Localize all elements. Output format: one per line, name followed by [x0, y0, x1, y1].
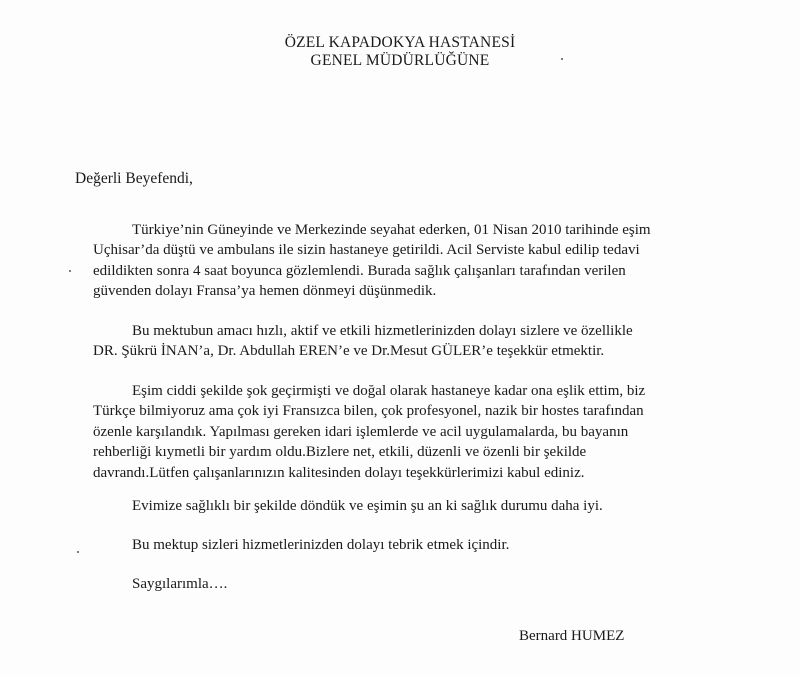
paragraph-line: Evimize sağlıklı bir şekilde döndük ve eşimin şu an ki sağlık durumu daha iyi. — [132, 498, 603, 514]
paragraph-line: Uçhisar’da düştü ve ambulans ile sizin hastaneye getirildi. Acil Serviste kabul edilip tedavi — [93, 242, 640, 259]
header-directorate: GENEL MÜDÜRLÜĞÜNE — [310, 52, 490, 69]
header-hospital-name: ÖZEL KAPADOKYA HASTANESİ — [284, 34, 516, 51]
salutation: Değerli Beyefendi, — [75, 170, 193, 187]
paragraph-line: Bu mektup sizleri hizmetlerinizden dolayı tebrik etmek içindir. — [132, 537, 510, 553]
paragraph-line: Bu mektubun amacı hızlı, aktif ve etkili hizmetlerinizden dolayı sizlere ve özellikle — [132, 323, 633, 339]
paragraph-line: davrandı.Lütfen çalışanlarınızın kalitesinden dolayı teşekkürlerimizi kabul ediniz. — [93, 464, 585, 481]
scan-speck — [561, 58, 563, 60]
paragraph-line: edildikten sonra 4 saat boyunca gözlemlendi. Burada sağlık çalışanları tarafından verilen — [93, 262, 626, 279]
paragraph-line: özenle karşılandık. Yapılması gereken idari işlemlerde ve acil uygulamalarda, bu bayanın — [93, 423, 629, 440]
paragraph-line: Türkiye’nin Güneyinde ve Merkezinde seyahat ederken, 01 Nisan 2010 tarihinde eşim — [132, 222, 651, 238]
paragraph-1 — [93, 220, 733, 302]
paragraph-line: güvenden dolayı Fransa’ya hemen dönmeyi düşünmedik. — [93, 283, 437, 300]
closing-line: Saygılarımla…. — [132, 576, 228, 592]
paragraph-line: rehberliği kıymetli bir yardım oldu.Bizlere net, etkili, düzenli ve özenli bir şekilde — [93, 444, 587, 461]
paragraph-2 — [93, 321, 733, 362]
closing — [93, 574, 733, 594]
paragraph-line: DR. Şükrü İNAN’a, Dr. Abdullah EREN’e ve Dr.Mesut GÜLER’e teşekkür etmektir. — [93, 343, 605, 360]
paragraph-4 — [93, 496, 733, 516]
paragraph-5 — [93, 535, 733, 555]
paragraph-line: Eşim ciddi şekilde şok geçirmişti ve doğal olarak hastaneye kadar ona eşlik ettim, biz — [132, 383, 646, 399]
paragraph-line: Türkçe bilmiyoruz ama çok iyi Fransızca bilen, çok profesyonel, nazik bir hostes tarafından — [93, 403, 644, 420]
signature: Bernard HUMEZ — [519, 628, 625, 644]
paragraph-3 — [93, 381, 733, 483]
scan-speck — [77, 551, 79, 553]
scan-speck — [69, 270, 71, 272]
